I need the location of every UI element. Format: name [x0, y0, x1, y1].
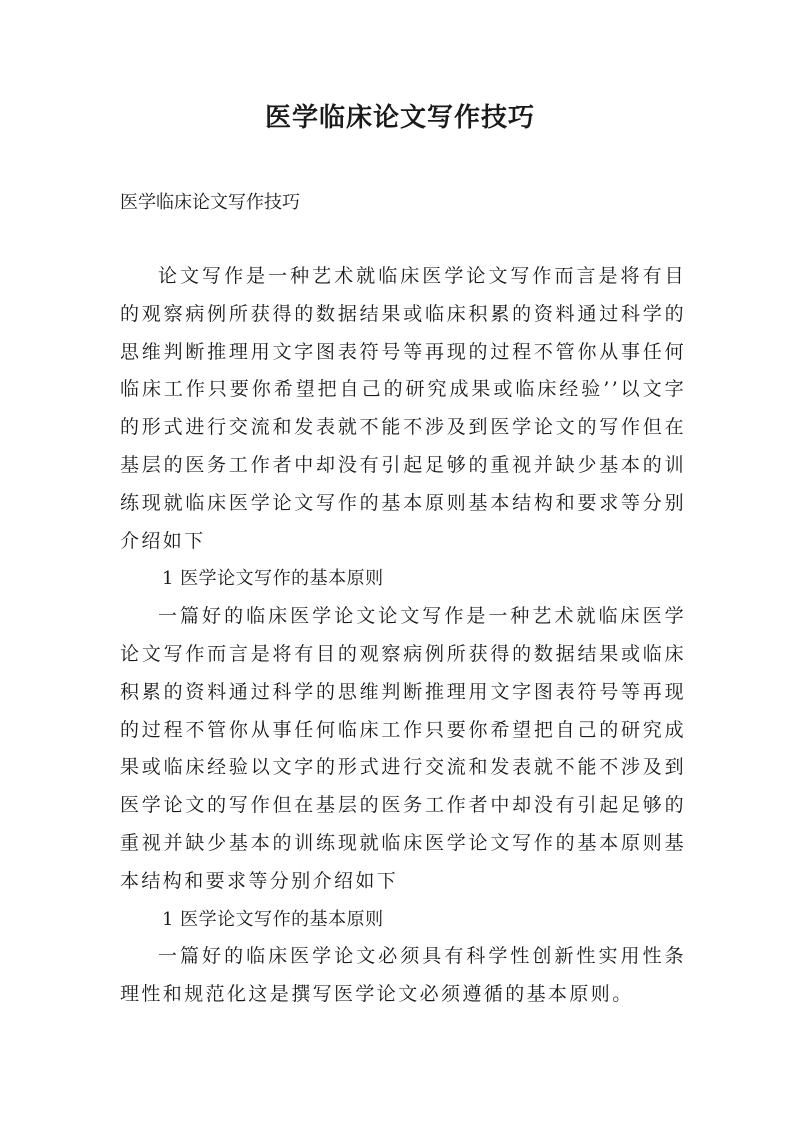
section-heading: 1 医学论文写作的基本原则 — [162, 908, 384, 930]
document-title: 医学临床论文写作技巧 — [264, 103, 535, 133]
body-paragraph: 一篇好的临床医学论文论文写作是一种艺术就临床医学论文写作而言是将有目的观察病例所获得的数据结果或临床积累的资料通过科学的思维判断推理用文字图表符号等再现的过程不管你从事任何临床工作只要你希望把自己的研究成果或临床经验以文字的形式进行交流和发表就不能不涉及到医学论文的写作但在基层的医务工作者中却没有引起足够的重视并缺少基本的训练现就临床医学论文写作的基本原则基本结构和要求等分别介绍如下 — [120, 605, 686, 892]
document-subtitle: 医学临床论文写作技巧 — [120, 192, 300, 213]
body-paragraph: 一篇好的临床医学论文必须具有科学性创新性实用性条理性和规范化这是撰写医学论文必须遵循的基本原则。 — [120, 945, 686, 1006]
document-body — [120, 258, 686, 1014]
intro-paragraph: 论文写作是一种艺术就临床医学论文写作而言是将有目的观察病例所获得的数据结果或临床积累的资料通过科学的思维判断推理用文字图表符号等再现的过程不管你从事任何临床工作只要你希望把自己的研究成果或临床经验’’以文字的形式进行交流和发表就不能不涉及到医学论文的写作但在基层的医务工作者中却没有引起足够的重视并缺少基本的训练现就临床医学论文写作的基本原则基本结构和要求等分别介绍如下 — [120, 265, 686, 552]
section-heading: 1 医学论文写作的基本原则 — [162, 568, 384, 590]
